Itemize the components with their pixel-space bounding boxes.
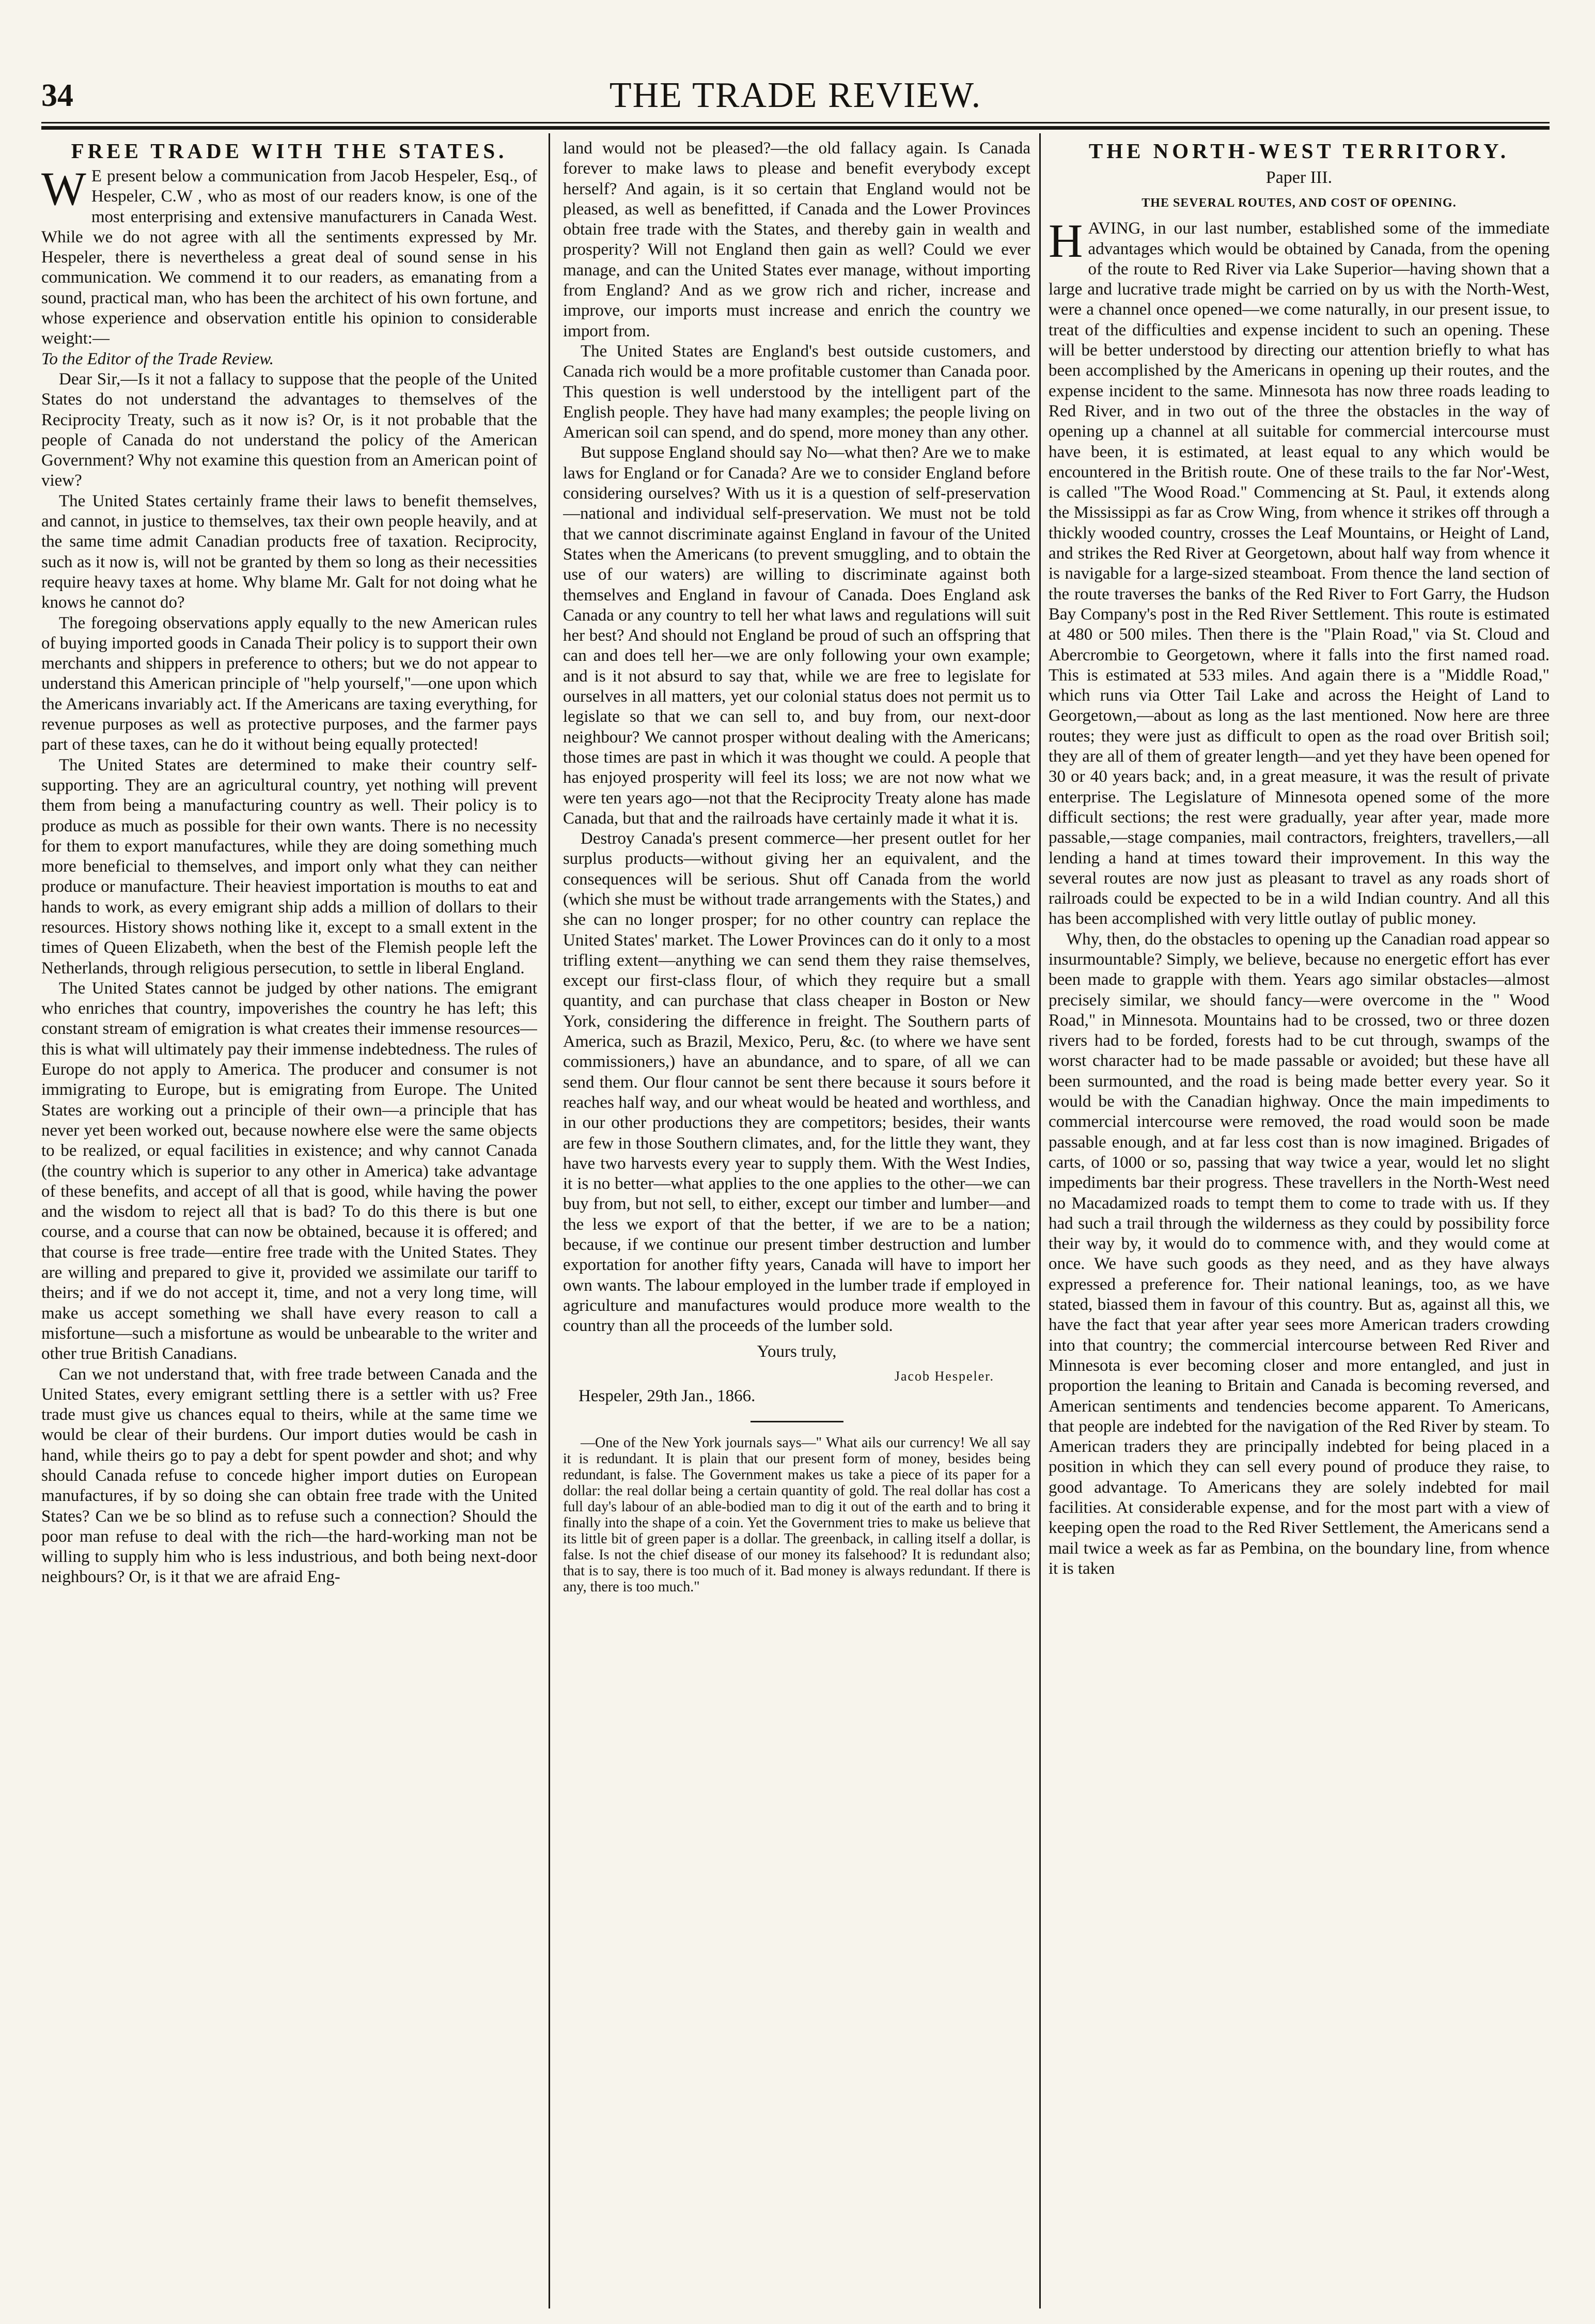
- article-headline: FREE TRADE WITH THE STATES.: [71, 139, 508, 163]
- article-intro: [41, 162, 537, 349]
- letter-signature: Jacob Hespeler.: [894, 1368, 994, 1384]
- drop-cap: W: [41, 162, 86, 215]
- page-number: 34: [41, 78, 73, 113]
- column-divider-2: [1039, 133, 1041, 2308]
- paper-number: Paper III.: [1265, 168, 1333, 187]
- article-headline: THE NORTH-WEST TERRITORY.: [1088, 139, 1510, 163]
- paragraph: Destroy Canada's present commerce—her present outlet for her surplus products—without giving her an equivalent, and the consequences will be serious. Shut off Canada from the world (which she must be without trade arrangements with the States,) and she can no longer prosper; for no other country can replace the United States' market. The Lower Provinces can do it only to a most trifling extent—anything we can send them they raise themselves, except our first-class flour, of which they require but a small quantity, and can purchase that class cheaper in Boston or New York, considering the difference in freight. The Southern parts of America, such as Brazil, Mexico, Peru, &c. (to where we have sent commissioners,) have an abundance, and to spare, of all we can send them. Our flour cannot be sent there because it sours before it reaches half way, and our wheat would be heated and worthless, and in our other productions they are competitors; besides, their wants are few in those Southern climates, and, for the little they want, they have two harvests every year to supply them. With the West Indies, it is no better—what applies to the one applies to the other—we can buy from, but not sell, to either, except our timber and lumber—and the less we export of that the better, if we are to be a nation; because, if we continue our present timber destruction and lumber exportation for another fifty years, Canada will have to import her own wants. The labour employed in the lumber trade if employed in agriculture and manufactures would produce more wealth to the country than all the proceeds of the lumber sold.: [563, 829, 1030, 1336]
- column-letter-continued: [563, 138, 1030, 2308]
- page-header: [41, 72, 1550, 119]
- masthead-title: THE TRADE REVIEW.: [609, 75, 982, 115]
- paragraph: The United States cannot be judged by other nations. The emigrant who enriches that country, impoverishes the country he has left; this constant stream of emigration is what creates their immense resources—this is what will ultimately pay their immense indebtedness. The rules of Europe do not apply to America. The producer and consumer is not immigrating to Europe, but is emigrating from Europe. The United States are working out a principle of their own—a principle that has never yet been worked out, because nowhere else were the same objects to be realized, or equal facilities in existence; and why cannot Canada (the country which is superior to any other in America) take advantage of these benefits, and accept of all that is good, while having the power and the wisdom to reject all that is bad? To do this there is but one course, and a course that can now be obtained, because it is offered; and that course is free trade—entire free trade with the United States. They are willing and prepared to give it, provided we assimilate our tariff to theirs; and if we do not accept it, time, and not a very long time, will make us accept something we shall have every reason to call a misfortune—such a misfortune as would be unbearable to the writer and other true British Canadians.: [41, 979, 537, 1364]
- letter-place-date: Hespeler, 29th Jan., 1866.: [578, 1387, 756, 1406]
- column-north-west: [1049, 138, 1550, 2308]
- header-rule-thin: [41, 122, 1550, 123]
- article-subheading: THE SEVERAL ROUTES, AND COST OF OPENING.: [1141, 196, 1457, 210]
- intro-text: E present below a communication from Jacob Hespeler, Esq., of Hespeler, C.W , who as most of our readers know, is one of the most enterprising and extensive manufacturers in Canada West. While we do not agree with all the sentiments expressed by Mr. Hespeler, there is nevertheless a great deal of sound sense in his communication. We commend it to our readers, as emanating from a sound, practical man, who has been the architect of his own fortune, and whose experience and observation entitle his opinion to considerable weight:—: [41, 167, 537, 348]
- paragraph: The United States certainly frame their laws to benefit themselves, and cannot, in justice to themselves, tax their own people heavily, and at the same time admit Canadian products free of taxation. Reciprocity, such as it now is, will not be granted by them so long as their necessities require heavy taxes at home. Why blame Mr. Galt for not doing what he knows he cannot do?: [41, 491, 537, 612]
- news-note: —One of the New York journals says—" What ails our currency! We all say it is redundant. It is plain that our present form of money, besides being redundant, is false. The Government makes us take a piece of its paper for a dollar: the real dollar being a certain quantity of gold. The real dollar has cost a full day's labour of an able-bodied man to dig it out of the earth and to bring it finally into the shape of a coin. Yet the Government tries to make us believe that its little bit of green paper is a dollar. The greenback, in calling itself a dollar, is false. Is not the chief disease of our money its falsehood? It is redundant also; that is to say, there is too much of it. Bad money is always redundant. If there is any, there is too much.": [563, 1435, 1030, 1595]
- section-divider: [750, 1421, 843, 1422]
- paragraph: Can we not understand that, with free trade between Canada and the United States, every emigrant settling there is a settler with us? Free trade must give us chances equal to theirs, while at the same time we would be clear of their burdens. Our import duties would be cash in hand, while theirs go to pay a debt for spent powder and shot; and why should Canada refuse to concede higher import duties on European manufactures, if by so doing she can obtain free trade with the United States? Can we be so blind as to refuse such a connection? Should the poor man refuse to deal with the rich—the hard-working man not be willing to supply him who is less industrious, and both being next-door neighbours? Or, is it that we are afraid Eng-: [41, 1365, 537, 1587]
- paragraph: Why, then, do the obstacles to opening up the Canadian road appear so insurmountable? Simply, we believe, because no energetic effort has ever been made to grapple with them. Years ago similar obstacles—almost precisely similar, we should fancy—were overcome in the " Wood Road," in Minnesota. Mountains had to be crossed, two or three dozen rivers had to be forded, forests had to be cut through, swamps of the worst character had to be made passable or avoided; but these have all been surmounted, and the road is being made better every year. So it would be with the Canadian highway. Once the main impediments to commercial intercourse were removed, the road would soon be made passable enough, and at far less cost than is now imagined. Brigades of carts, of 1000 or so, passing that way twice a year, would let no slight impediments bar their progress. These travellers in the North-West need no Macadamized roads to tempt them to come to trade with us. If they had such a trail through the wilderness as they could by possibility force their way by, it would do to commence with, and they would come at once. We have such goods as they need, and as they have always expressed a preference for. Their national leanings, too, as we have stated, biassed them in favour of this country. But as, against all this, we have the fact that year after year sees more American traders crowding into that country; the commercial intercourse between Red River and Minnesota is ever becoming closer and more entangled, and just in proportion the leaning to Britain and Canada is becoming reversed, and American sentiments and tendencies become apparent. To Americans, that people are indebted for the navigation of the Red River by steam. To American traders they are principally indebted for being placed in a position in which they can sell every pound of produce they raise, to good advantage. To Americans they are solely indebted for mail facilities. At considerable expense, and for the most part with a view of keeping open the road to the Red River Settlement, the Americans send a mail twice a week as far as Pembina, on the boundary line, from whence it is taken: [1049, 929, 1550, 1578]
- paragraph: [1049, 214, 1550, 929]
- paragraph-text: AVING, in our last number, established some of the immediate advantages which would be obtained by Canada, from the opening of the route to Red River via Lake Superior—having shown that a large and lucrative trade might be carried on by us with the North-West, were a channel once opened—we come naturally, in our present issue, to treat of the difficulties and expense incident to such an opening. These will be better understood by directing our attention briefly to what has been accomplished by the Americans in opening up their routes, and the expense incident to the same. Minnesota has now three roads leading to Red River, and in two out of the three the obstacles in the way of opening up a channel at all suitable for commercial intercourse must have been, it is estimated, at least equal to any which would be encountered in the British route. One of these trails to the far Nor'-West, is called "The Wood Road." Commencing at St. Paul, it extends along the Mississippi as far as Crow Wing, from whence it strikes off through a thickly wooded country, crosses the Leaf Mountains, or Height of Land, and strikes the Red River at Georgetown, about half way from whence it is navigable for a large-sized steamboat. From thence the land section of the route traverses the banks of the Red River to Fort Garry, the Hudson Bay Company's post in the Red River Settlement. This route is estimated at 480 or 500 miles. Then there is the "Plain Road," via St. Cloud and Abercrombie to Georgetown, where it falls into the first named road. This is estimated at 533 miles. And again there is a "Middle Road," which runs via Otter Tail Lake and across the Height of Land to Georgetown,—about as long as the last mentioned. Now here are three routes; they were just as difficult to open as the road over British soil; they are all of them of greater length—and yet they have been opened for 30 or 40 years back; and, in a great measure, it was the result of private enterprise. The Legislature of Minnesota opened some of the more difficult sections; the rest were gradually, year after year, made more passable,—stage companies, mail contractors, freighters, travellers,—all lending a hand at times toward their improvement. In this way the several routes are now just as pleasant to travel as any roads short of railroads could be expected to be in a wild Indian country. And all this has been accomplished with very little outlay of public money.: [1049, 219, 1550, 928]
- letter-closing: Yours truly,: [757, 1342, 837, 1361]
- paragraph: The foregoing observations apply equally to the new American rules of buying imported goods in Canada Their policy is to support their own merchants and shippers in preference to others; but we do not appear to understand this American principle of "help yourself,"—one upon which the Americans invariably act. If the Americans are taxing everything, for revenue purposes as well as protective purposes, and the farmer pays part of these taxes, can he do it without being equally protected!: [41, 613, 537, 754]
- column-divider-1: [549, 133, 550, 2308]
- paragraph: The United States are determined to make their country self-supporting. They are an agricultural country, yet nothing will prevent them from being a manufacturing country as well. Their policy is to produce as much as possible for their own wants. There is no necessity for them to export manufactures, while they are doing something much more beneficial to themselves, and import only what they can neither produce or manufacture. Their heaviest importation is mouths to eat and hands to work, as every emigrant ship adds a million of dollars to their resources. History shows nothing like it, except to a small extent in the times of Queen Elizabeth, when the best of the Flemish people left the Netherlands, through religious persecution, to settle in liberal England.: [41, 755, 537, 978]
- paragraph: But suppose England should say No—what then? Are we to make laws for England or for Canada? Are we to consider England before considering ourselves? With us it is a question of self-preservation—national and individual self-preservation. We must not be told that we cannot discriminate against England in favour of the United States when the Americans (to prevent smuggling, and to obtain the use of our waters) are willing to discriminate against both themselves and England in favour of Canada. Does England ask Canada or any country to tell her what laws and regulations will suit her best? And should not England be proud of such an offspring that can and does tell her—we are only following your own example; and is it not absurd to say that, while we are free to legislate for ourselves in all matters, yet our colonial status does not permit us to legislate so that we can sell to, and buy from, our next-door neighbour? We cannot prosper without dealing with the Americans; those times are past in which it was thought we could. A people that has enjoyed prosperity will feel its loss; we are not now what we were ten years ago—not that the Reciprocity Treaty alone has made Canada, but that and the railroads have certainly made it what it is.: [563, 443, 1030, 828]
- paragraph: The United States are England's best outside customers, and Canada rich would be a more profitable customer than Canada poor. This question is well understood by the intelligent part of the English people. They have had many examples; the people living on American soil can spend, and do spend, more money than any other.: [563, 342, 1030, 442]
- paragraph: Dear Sir,—Is it not a fallacy to suppose that the people of the United States do not understand the advantages to themselves of the Reciprocity Treaty, such as it now is? Or, is it not probable that the people of Canada do not understand the policy of the American Government? Why not examine this question from an American point of view?: [41, 369, 537, 490]
- drop-cap: H: [1049, 214, 1083, 268]
- column-free-trade: [41, 138, 537, 2308]
- paragraph: land would not be pleased?—the old fallacy again. Is Canada forever to make laws to please and benefit everybody except herself? And again, is it so certain that England would not be pleased, as well as benefitted, if Canada and the Lower Provinces obtain free trade with the States, and thereby gain in wealth and prosperity? Will not England then gain as well? Could we ever manage, and can the United States ever manage, without importing from England? And as we grow rich and richer, increase and improve, our imports must increase and enrich the country we import from.: [563, 139, 1030, 340]
- letter-salutation-line: To the Editor of the Trade Review.: [41, 349, 274, 368]
- header-rule-thick: [41, 126, 1550, 130]
